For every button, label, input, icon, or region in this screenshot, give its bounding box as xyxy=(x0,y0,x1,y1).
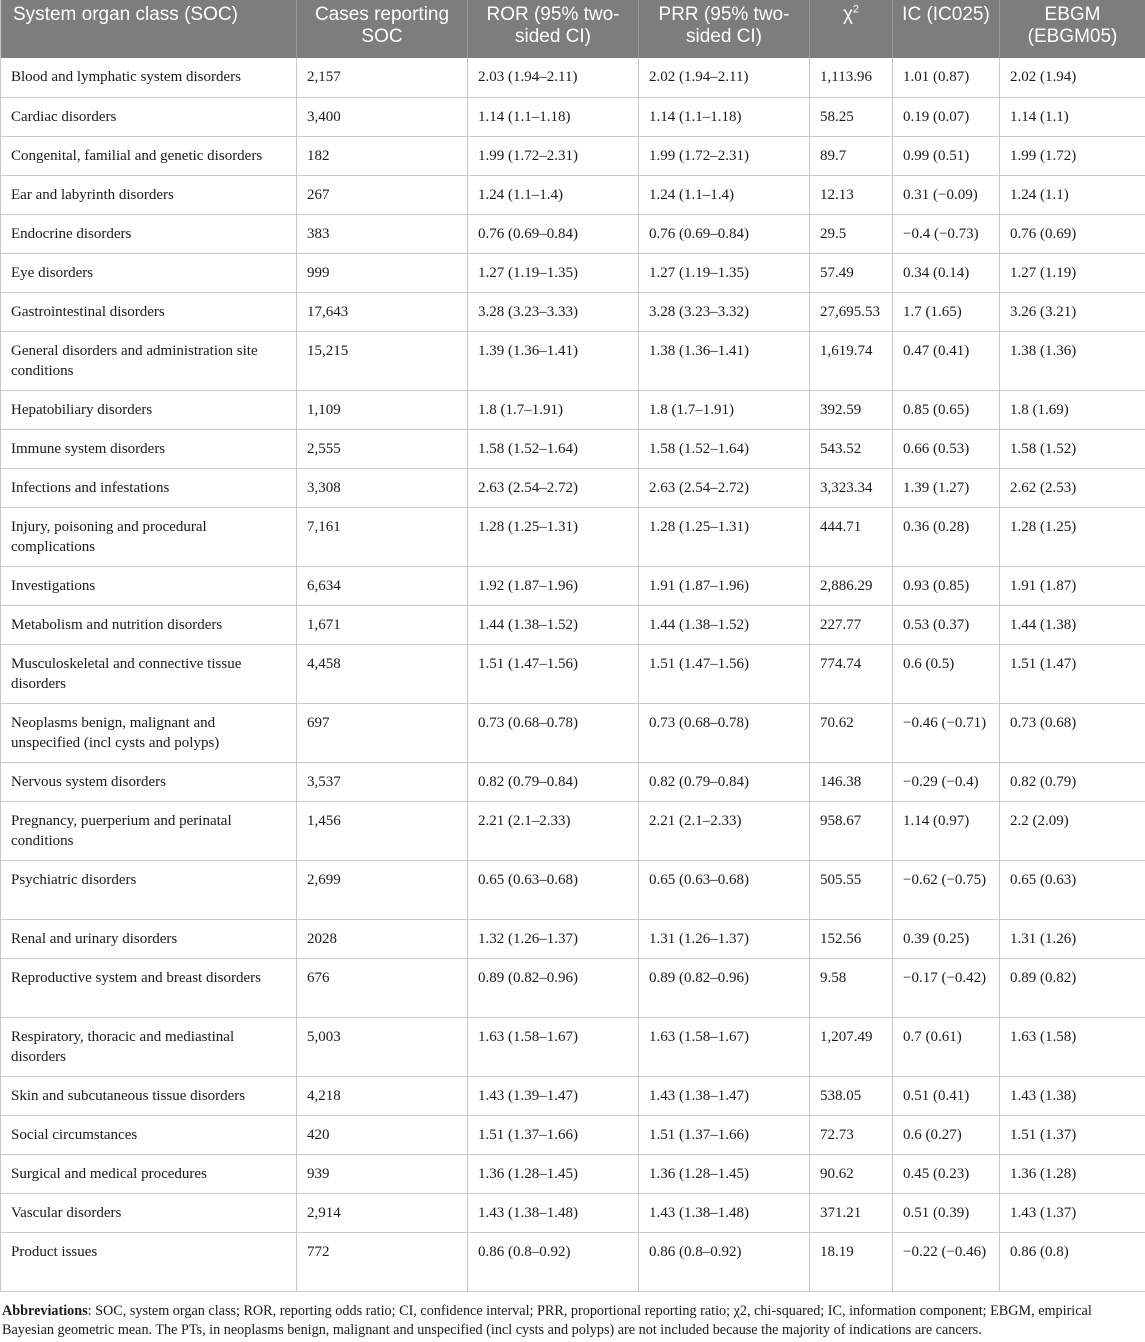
cell-prr: 0.65 (0.63–0.68) xyxy=(639,860,810,919)
cell-ror: 2.63 (2.54–2.72) xyxy=(468,468,639,507)
table-row xyxy=(1,605,1145,644)
table-row xyxy=(1,1076,1145,1115)
cell-soc: Nervous system disorders xyxy=(1,762,297,801)
cell-prr: 0.86 (0.8–0.92) xyxy=(639,1232,810,1291)
cell-chi2: 58.25 xyxy=(810,97,893,136)
cell-prr: 0.82 (0.79–0.84) xyxy=(639,762,810,801)
cell-cases: 2,914 xyxy=(297,1193,468,1232)
table-row xyxy=(1,860,1145,919)
cell-ic: 0.34 (0.14) xyxy=(893,253,1000,292)
cell-prr: 0.73 (0.68–0.78) xyxy=(639,703,810,762)
cell-soc: Hepatobiliary disorders xyxy=(1,390,297,429)
cell-ic: 0.6 (0.5) xyxy=(893,644,1000,703)
cell-soc: Neoplasms benign, malignant and unspecified (incl cysts and polyps) xyxy=(1,703,297,762)
cell-chi2: 1,207.49 xyxy=(810,1017,893,1076)
cell-chi2: 12.13 xyxy=(810,175,893,214)
cell-cases: 1,456 xyxy=(297,801,468,860)
cell-soc: Ear and labyrinth disorders xyxy=(1,175,297,214)
cell-prr: 0.76 (0.69–0.84) xyxy=(639,214,810,253)
cell-cases: 2,699 xyxy=(297,860,468,919)
cell-chi2: 18.19 xyxy=(810,1232,893,1291)
cell-prr: 1.51 (1.47–1.56) xyxy=(639,644,810,703)
cell-chi2: 1,619.74 xyxy=(810,331,893,390)
cell-ebgm: 2.2 (2.09) xyxy=(1000,801,1145,860)
cell-ebgm: 1.51 (1.37) xyxy=(1000,1115,1145,1154)
cell-ebgm: 1.63 (1.58) xyxy=(1000,1017,1145,1076)
cell-chi2: 1,113.96 xyxy=(810,58,893,97)
cell-ebgm: 1.58 (1.52) xyxy=(1000,429,1145,468)
cell-soc: Psychiatric disorders xyxy=(1,860,297,919)
cell-prr: 1.24 (1.1–1.4) xyxy=(639,175,810,214)
cell-soc: Cardiac disorders xyxy=(1,97,297,136)
cell-chi2: 774.74 xyxy=(810,644,893,703)
abbreviations-footnote xyxy=(2,1302,1142,1340)
cell-prr: 3.28 (3.23–3.32) xyxy=(639,292,810,331)
table-row xyxy=(1,1193,1145,1232)
cell-ic: −0.29 (−0.4) xyxy=(893,762,1000,801)
cell-ic: 1.39 (1.27) xyxy=(893,468,1000,507)
cell-ic: 0.6 (0.27) xyxy=(893,1115,1000,1154)
table-row xyxy=(1,1232,1145,1291)
table-row xyxy=(1,136,1145,175)
cell-ebgm: 3.26 (3.21) xyxy=(1000,292,1145,331)
cell-cases: 4,218 xyxy=(297,1076,468,1115)
cell-chi2: 72.73 xyxy=(810,1115,893,1154)
cell-prr: 1.44 (1.38–1.52) xyxy=(639,605,810,644)
cell-ror: 2.21 (2.1–2.33) xyxy=(468,801,639,860)
cell-cases: 1,109 xyxy=(297,390,468,429)
cell-ic: 0.99 (0.51) xyxy=(893,136,1000,175)
cell-prr: 0.89 (0.82–0.96) xyxy=(639,958,810,1017)
table-row xyxy=(1,58,1145,97)
cell-chi2: 371.21 xyxy=(810,1193,893,1232)
cell-ror: 2.03 (1.94–2.11) xyxy=(468,58,639,97)
cell-cases: 15,215 xyxy=(297,331,468,390)
cell-cases: 383 xyxy=(297,214,468,253)
cell-chi2: 90.62 xyxy=(810,1154,893,1193)
cell-soc: Metabolism and nutrition disorders xyxy=(1,605,297,644)
header-ror: ROR (95% two-sided CI) xyxy=(468,0,639,58)
cell-cases: 772 xyxy=(297,1232,468,1291)
cell-soc: Product issues xyxy=(1,1232,297,1291)
cell-ic: 0.39 (0.25) xyxy=(893,919,1000,958)
cell-prr: 2.63 (2.54–2.72) xyxy=(639,468,810,507)
table-row xyxy=(1,566,1145,605)
cell-cases: 676 xyxy=(297,958,468,1017)
cell-ebgm: 1.44 (1.38) xyxy=(1000,605,1145,644)
cell-ic: 1.14 (0.97) xyxy=(893,801,1000,860)
cell-ror: 1.63 (1.58–1.67) xyxy=(468,1017,639,1076)
header-cases: Cases reporting SOC xyxy=(297,0,468,58)
cell-ebgm: 2.62 (2.53) xyxy=(1000,468,1145,507)
cell-ic: 0.45 (0.23) xyxy=(893,1154,1000,1193)
cell-ror: 1.32 (1.26–1.37) xyxy=(468,919,639,958)
table-header-row xyxy=(1,0,1145,58)
cell-prr: 2.02 (1.94–2.11) xyxy=(639,58,810,97)
cell-ic: 0.7 (0.61) xyxy=(893,1017,1000,1076)
cell-prr: 1.99 (1.72–2.31) xyxy=(639,136,810,175)
cell-chi2: 958.67 xyxy=(810,801,893,860)
cell-ror: 1.43 (1.39–1.47) xyxy=(468,1076,639,1115)
table-row xyxy=(1,703,1145,762)
cell-soc: Investigations xyxy=(1,566,297,605)
cell-ebgm: 0.82 (0.79) xyxy=(1000,762,1145,801)
cell-cases: 7,161 xyxy=(297,507,468,566)
cell-chi2: 146.38 xyxy=(810,762,893,801)
cell-chi2: 2,886.29 xyxy=(810,566,893,605)
cell-soc: Reproductive system and breast disorders xyxy=(1,958,297,1017)
header-ebgm: EBGM (EBGM05) xyxy=(1000,0,1145,58)
table-row xyxy=(1,507,1145,566)
cell-ic: 0.51 (0.39) xyxy=(893,1193,1000,1232)
cell-chi2: 505.55 xyxy=(810,860,893,919)
header-soc: System organ class (SOC) xyxy=(1,0,297,58)
table-row xyxy=(1,292,1145,331)
cell-cases: 6,634 xyxy=(297,566,468,605)
cell-cases: 420 xyxy=(297,1115,468,1154)
cell-ror: 1.51 (1.37–1.66) xyxy=(468,1115,639,1154)
table-row xyxy=(1,919,1145,958)
cell-prr: 1.91 (1.87–1.96) xyxy=(639,566,810,605)
cell-ic: 0.85 (0.65) xyxy=(893,390,1000,429)
cell-cases: 939 xyxy=(297,1154,468,1193)
table-row xyxy=(1,644,1145,703)
cell-ror: 1.58 (1.52–1.64) xyxy=(468,429,639,468)
table-body xyxy=(1,58,1145,1291)
cell-soc: Congenital, familial and genetic disorders xyxy=(1,136,297,175)
cell-ror: 1.39 (1.36–1.41) xyxy=(468,331,639,390)
cell-cases: 697 xyxy=(297,703,468,762)
cell-prr: 1.27 (1.19–1.35) xyxy=(639,253,810,292)
cell-chi2: 543.52 xyxy=(810,429,893,468)
cell-prr: 1.14 (1.1–1.18) xyxy=(639,97,810,136)
cell-ebgm: 1.28 (1.25) xyxy=(1000,507,1145,566)
cell-ebgm: 1.43 (1.38) xyxy=(1000,1076,1145,1115)
cell-ebgm: 1.99 (1.72) xyxy=(1000,136,1145,175)
table-row xyxy=(1,958,1145,1017)
cell-cases: 4,458 xyxy=(297,644,468,703)
cell-prr: 1.31 (1.26–1.37) xyxy=(639,919,810,958)
cell-soc: Blood and lymphatic system disorders xyxy=(1,58,297,97)
cell-ic: −0.22 (−0.46) xyxy=(893,1232,1000,1291)
cell-ebgm: 1.8 (1.69) xyxy=(1000,390,1145,429)
cell-ror: 1.24 (1.1–1.4) xyxy=(468,175,639,214)
cell-ror: 1.51 (1.47–1.56) xyxy=(468,644,639,703)
cell-prr: 1.63 (1.58–1.67) xyxy=(639,1017,810,1076)
cell-ebgm: 1.91 (1.87) xyxy=(1000,566,1145,605)
cell-soc: Renal and urinary disorders xyxy=(1,919,297,958)
cell-ror: 1.8 (1.7–1.91) xyxy=(468,390,639,429)
cell-soc: Social circumstances xyxy=(1,1115,297,1154)
footnote-text: : SOC, system organ class; ROR, reporting odds ratio; CI, confidence interval; PRR, proportional reporting ratio; χ2, chi-squared; IC, information component; EBGM, empirical Bayesian geometric mean. The PTs, in neoplasms benign, malignant and unspecified (incl cysts and polyps) are not included because the majority of indications are cancers. xyxy=(2,1303,1092,1338)
table-row xyxy=(1,468,1145,507)
cell-soc: Eye disorders xyxy=(1,253,297,292)
table-row xyxy=(1,801,1145,860)
cell-prr: 1.51 (1.37–1.66) xyxy=(639,1115,810,1154)
cell-ebgm: 0.65 (0.63) xyxy=(1000,860,1145,919)
cell-chi2: 27,695.53 xyxy=(810,292,893,331)
cell-ror: 0.89 (0.82–0.96) xyxy=(468,958,639,1017)
cell-cases: 1,671 xyxy=(297,605,468,644)
header-chi-base: χ xyxy=(842,4,853,25)
cell-chi2: 57.49 xyxy=(810,253,893,292)
header-chi-sup: 2 xyxy=(852,3,860,16)
cell-ic: 0.51 (0.41) xyxy=(893,1076,1000,1115)
cell-ebgm: 1.43 (1.37) xyxy=(1000,1193,1145,1232)
cell-cases: 3,400 xyxy=(297,97,468,136)
cell-chi2: 29.5 xyxy=(810,214,893,253)
cell-prr: 1.43 (1.38–1.47) xyxy=(639,1076,810,1115)
table-row xyxy=(1,97,1145,136)
cell-ebgm: 1.27 (1.19) xyxy=(1000,253,1145,292)
cell-chi2: 538.05 xyxy=(810,1076,893,1115)
cell-ebgm: 1.36 (1.28) xyxy=(1000,1154,1145,1193)
cell-ebgm: 0.86 (0.8) xyxy=(1000,1232,1145,1291)
cell-ror: 0.73 (0.68–0.78) xyxy=(468,703,639,762)
table-row xyxy=(1,429,1145,468)
cell-soc: Respiratory, thoracic and mediastinal disorders xyxy=(1,1017,297,1076)
cell-ror: 0.65 (0.63–0.68) xyxy=(468,860,639,919)
cell-ebgm: 1.24 (1.1) xyxy=(1000,175,1145,214)
table-row xyxy=(1,762,1145,801)
cell-soc: Skin and subcutaneous tissue disorders xyxy=(1,1076,297,1115)
table-row xyxy=(1,253,1145,292)
cell-chi2: 89.7 xyxy=(810,136,893,175)
cell-chi2: 3,323.34 xyxy=(810,468,893,507)
cell-chi2: 9.58 xyxy=(810,958,893,1017)
cell-soc: Surgical and medical procedures xyxy=(1,1154,297,1193)
cell-ebgm: 0.89 (0.82) xyxy=(1000,958,1145,1017)
cell-ror: 3.28 (3.23–3.33) xyxy=(468,292,639,331)
cell-chi2: 392.59 xyxy=(810,390,893,429)
cell-cases: 999 xyxy=(297,253,468,292)
cell-prr: 1.28 (1.25–1.31) xyxy=(639,507,810,566)
table-row xyxy=(1,1115,1145,1154)
cell-ic: −0.62 (−0.75) xyxy=(893,860,1000,919)
cell-prr: 1.36 (1.28–1.45) xyxy=(639,1154,810,1193)
header-ic: IC (IC025) xyxy=(893,0,1000,58)
cell-prr: 1.58 (1.52–1.64) xyxy=(639,429,810,468)
cell-ic: −0.46 (−0.71) xyxy=(893,703,1000,762)
cell-cases: 3,308 xyxy=(297,468,468,507)
cell-chi2: 227.77 xyxy=(810,605,893,644)
cell-soc: Musculoskeletal and connective tissue disorders xyxy=(1,644,297,703)
cell-prr: 1.8 (1.7–1.91) xyxy=(639,390,810,429)
cell-ror: 1.43 (1.38–1.48) xyxy=(468,1193,639,1232)
cell-chi2: 70.62 xyxy=(810,703,893,762)
cell-ror: 1.28 (1.25–1.31) xyxy=(468,507,639,566)
cell-ror: 1.27 (1.19–1.35) xyxy=(468,253,639,292)
cell-cases: 17,643 xyxy=(297,292,468,331)
cell-ic: 0.66 (0.53) xyxy=(893,429,1000,468)
cell-ic: −0.17 (−0.42) xyxy=(893,958,1000,1017)
cell-ebgm: 1.51 (1.47) xyxy=(1000,644,1145,703)
cell-cases: 2,157 xyxy=(297,58,468,97)
cell-ror: 1.14 (1.1–1.18) xyxy=(468,97,639,136)
cell-soc: Injury, poisoning and procedural complications xyxy=(1,507,297,566)
cell-ror: 1.99 (1.72–2.31) xyxy=(468,136,639,175)
cell-cases: 267 xyxy=(297,175,468,214)
cell-ror: 1.92 (1.87–1.96) xyxy=(468,566,639,605)
cell-soc: Endocrine disorders xyxy=(1,214,297,253)
cell-ic: 0.31 (−0.09) xyxy=(893,175,1000,214)
cell-ebgm: 1.38 (1.36) xyxy=(1000,331,1145,390)
table-row xyxy=(1,214,1145,253)
cell-soc: Infections and infestations xyxy=(1,468,297,507)
cell-soc: General disorders and administration site conditions xyxy=(1,331,297,390)
cell-soc: Gastrointestinal disorders xyxy=(1,292,297,331)
cell-ror: 0.86 (0.8–0.92) xyxy=(468,1232,639,1291)
cell-ic: 1.7 (1.65) xyxy=(893,292,1000,331)
cell-cases: 2028 xyxy=(297,919,468,958)
table-row xyxy=(1,390,1145,429)
table-row xyxy=(1,175,1145,214)
cell-soc: Immune system disorders xyxy=(1,429,297,468)
cell-cases: 2,555 xyxy=(297,429,468,468)
cell-ror: 1.44 (1.38–1.52) xyxy=(468,605,639,644)
cell-ic: 0.19 (0.07) xyxy=(893,97,1000,136)
cell-ic: 1.01 (0.87) xyxy=(893,58,1000,97)
cell-chi2: 444.71 xyxy=(810,507,893,566)
cell-prr: 1.43 (1.38–1.48) xyxy=(639,1193,810,1232)
cell-ror: 1.36 (1.28–1.45) xyxy=(468,1154,639,1193)
cell-soc: Pregnancy, puerperium and perinatal conditions xyxy=(1,801,297,860)
cell-ebgm: 1.14 (1.1) xyxy=(1000,97,1145,136)
cell-ic: 0.36 (0.28) xyxy=(893,507,1000,566)
cell-prr: 2.21 (2.1–2.33) xyxy=(639,801,810,860)
cell-cases: 182 xyxy=(297,136,468,175)
cell-ebgm: 2.02 (1.94) xyxy=(1000,58,1145,97)
footnote-label: Abbreviations xyxy=(2,1303,88,1319)
cell-ic: 0.93 (0.85) xyxy=(893,566,1000,605)
cell-ebgm: 0.73 (0.68) xyxy=(1000,703,1145,762)
cell-ror: 0.76 (0.69–0.84) xyxy=(468,214,639,253)
header-chi-squared xyxy=(810,0,893,58)
cell-chi2: 152.56 xyxy=(810,919,893,958)
cell-ror: 0.82 (0.79–0.84) xyxy=(468,762,639,801)
cell-ic: 0.53 (0.37) xyxy=(893,605,1000,644)
cell-ebgm: 0.76 (0.69) xyxy=(1000,214,1145,253)
cell-ebgm: 1.31 (1.26) xyxy=(1000,919,1145,958)
cell-cases: 5,003 xyxy=(297,1017,468,1076)
cell-soc: Vascular disorders xyxy=(1,1193,297,1232)
cell-ic: 0.47 (0.41) xyxy=(893,331,1000,390)
cell-ic: −0.4 (−0.73) xyxy=(893,214,1000,253)
cell-prr: 1.38 (1.36–1.41) xyxy=(639,331,810,390)
table-row xyxy=(1,1017,1145,1076)
table-row xyxy=(1,1154,1145,1193)
table-row xyxy=(1,331,1145,390)
header-prr: PRR (95% two-sided CI) xyxy=(639,0,810,58)
cell-cases: 3,537 xyxy=(297,762,468,801)
